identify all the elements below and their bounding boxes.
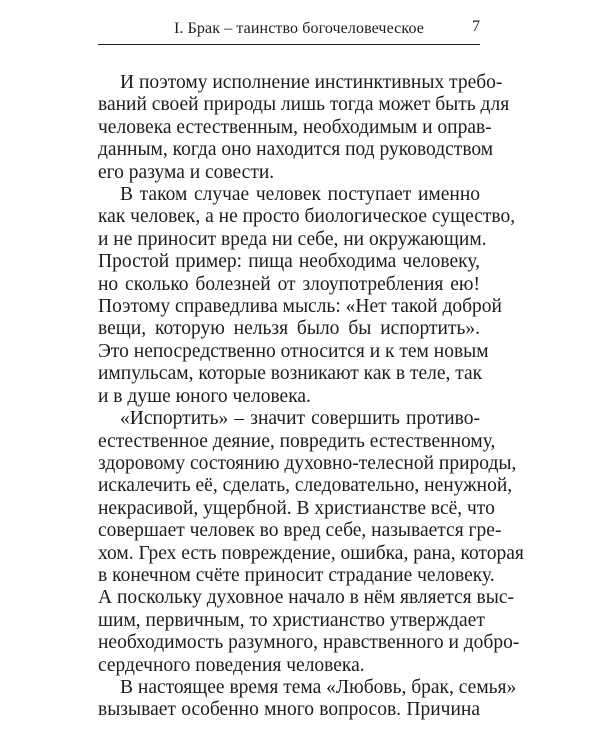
text-line: А поскольку духовное начало в нём является выс- <box>98 587 514 609</box>
text-line: И поэтому исполнение инстинктивных требо- <box>120 72 503 93</box>
text-line: естественное деяние, повредить естественному, <box>98 430 496 452</box>
text-line: Это непосредственно относится и к тем новым <box>98 340 489 362</box>
header-rule <box>98 44 480 45</box>
text-line: и в душе юного человека. <box>98 385 311 407</box>
text-line: человека естественным, необходимым и оправ- <box>98 116 492 138</box>
text-line: совершает человек во вред себе, называется гре- <box>98 520 502 542</box>
text-line: Поэтому справедлива мысль: «Нет такой доброй <box>98 296 502 318</box>
paragraph <box>98 72 510 184</box>
text-line: вещи, которую нельзя было бы испортить». <box>98 318 480 340</box>
text-line: вызывает особенно много вопросов. Причина <box>98 699 480 721</box>
paragraph <box>98 408 524 677</box>
text-line: его разума и совести. <box>98 161 275 183</box>
page-number: 7 <box>472 18 480 35</box>
text-line: хом. Грех есть повреждение, ошибка, рана, которая <box>98 542 524 564</box>
text-line: сердечного поведения человека. <box>98 654 365 676</box>
text-line: но сколько болезней от злоупотребления ею! <box>98 273 480 295</box>
text-line: искалечить её, сделать, следовательно, ненужной, <box>98 475 513 497</box>
paragraph <box>98 676 517 722</box>
text-line: ваний своей природы лишь тогда может быть для <box>98 94 510 116</box>
paragraph <box>98 184 516 408</box>
running-header <box>98 14 480 40</box>
text-line: «Испортить» – значит совершить противо- <box>120 408 480 430</box>
text-line: в конечном счёте приносит страдание человеку. <box>98 564 495 586</box>
text-line: и не приносит вреда ни себе, ни окружающим. <box>98 228 487 250</box>
text-line: Простой пример: пища необходима человеку, <box>98 251 480 273</box>
text-line: шим, первичным, то христианство утверждает <box>98 609 485 631</box>
text-line: В таком случае человек поступает именно <box>120 184 480 206</box>
text-line: как человек, а не просто биологическое существо, <box>98 206 516 228</box>
text-line: В настоящее время тема «Любовь, брак, семья» <box>120 676 517 698</box>
running-title: I. Брак – таинство богочеловеческое <box>174 20 424 37</box>
text-line: необходимость разумного, нравственного и добро- <box>98 632 520 654</box>
text-line: некрасивой, ущербной. В христианстве всё, что <box>98 497 495 519</box>
page-body <box>98 72 524 722</box>
text-line: здоровому состоянию духовно-телесной природы, <box>98 452 517 474</box>
text-line: данным, когда оно находится под руководством <box>98 139 494 161</box>
text-line: импульсам, которые возникают как в теле, так <box>98 363 483 385</box>
